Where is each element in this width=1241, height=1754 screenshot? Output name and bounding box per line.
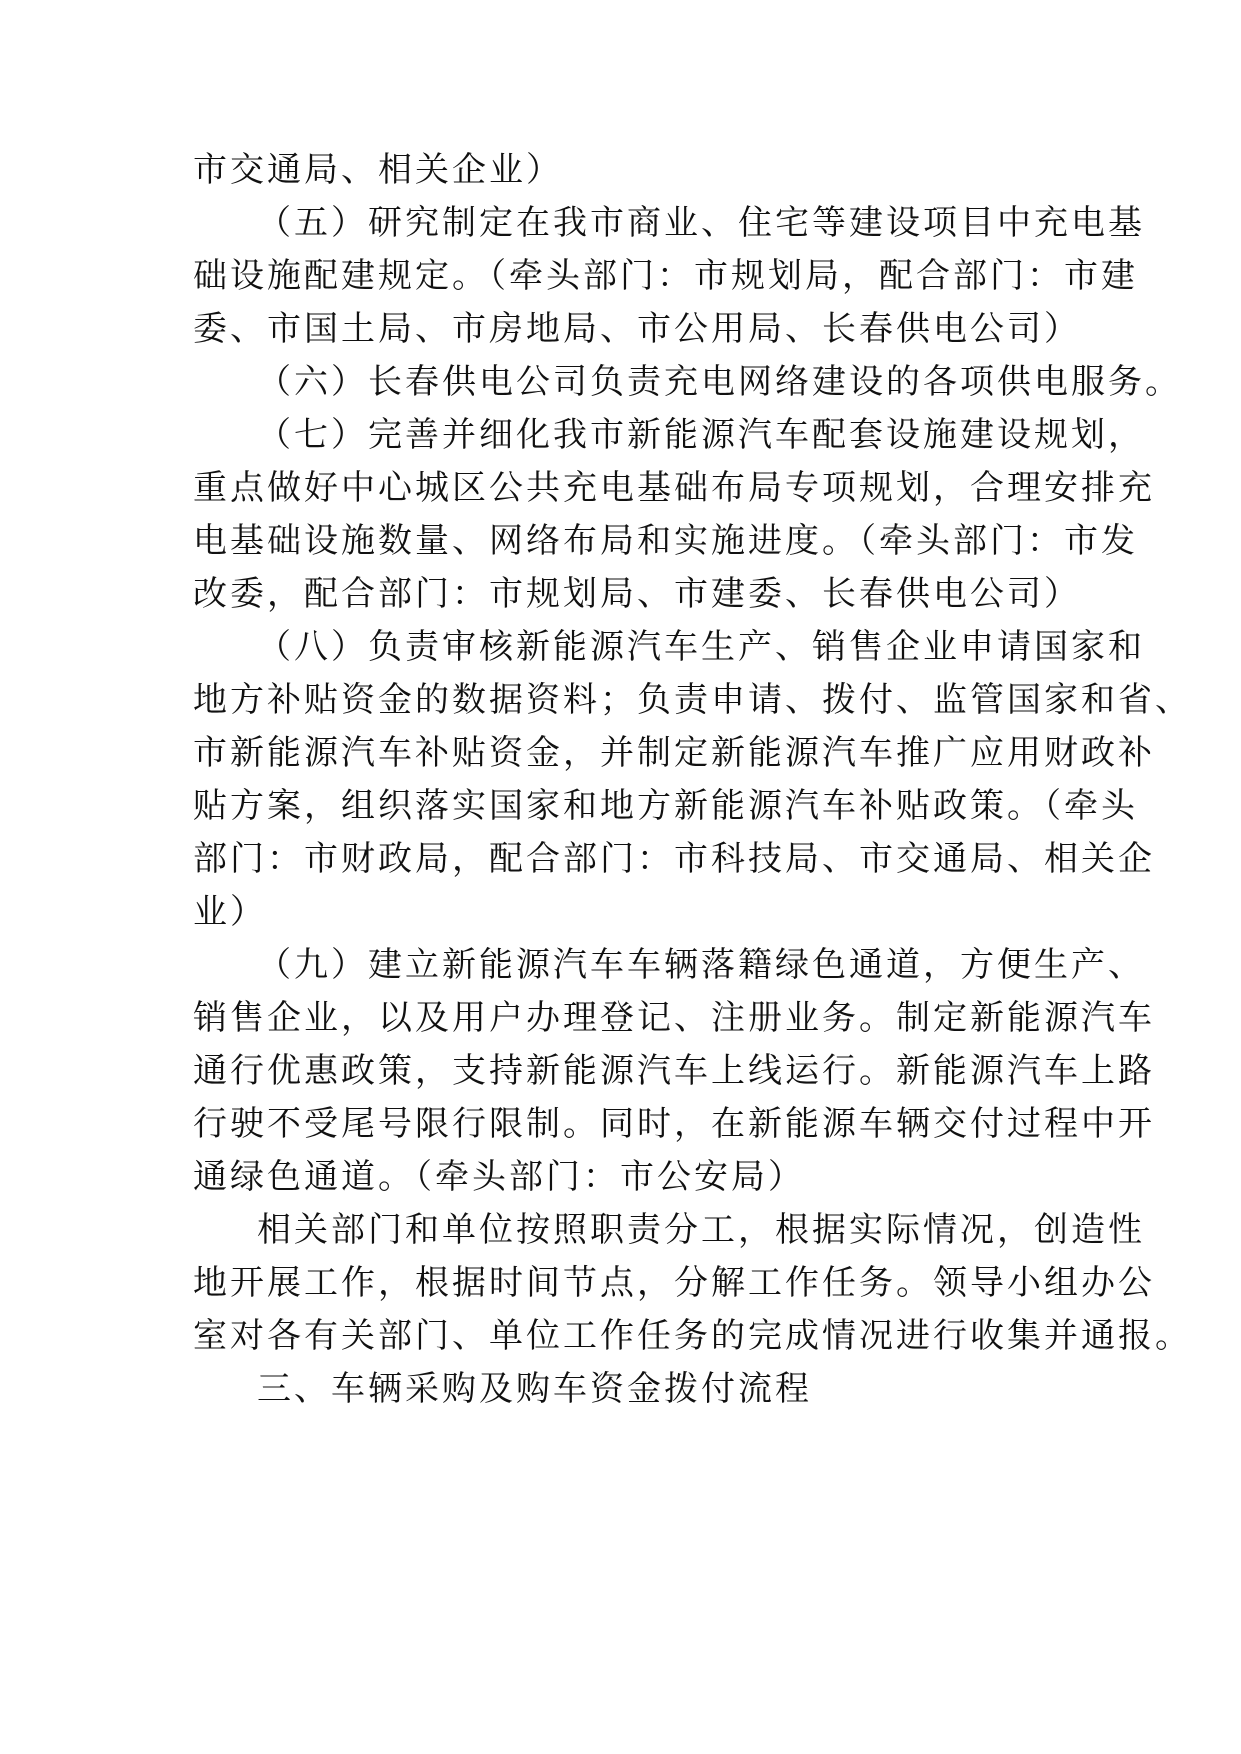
text-line-6: （七）完善并细化我市新能源汽车配套设施建设规划， bbox=[257, 415, 1145, 455]
text-line-21: 相关部门和单位按照职责分工，根据实际情况，创造性 bbox=[257, 1210, 1145, 1250]
text-line-14: 部门：市财政局，配合部门：市科技局、市交通局、相关企 bbox=[193, 839, 1155, 879]
section-heading: 三、车辆采购及购车资金拨付流程 bbox=[257, 1369, 812, 1409]
text-line-12: 市新能源汽车补贴资金，并制定新能源汽车推广应用财政补 bbox=[193, 733, 1155, 773]
text-line-22: 地开展工作，根据时间节点，分解工作任务。领导小组办公 bbox=[193, 1263, 1155, 1303]
text-line-19: 行驶不受尾号限行限制。同时，在新能源车辆交付过程中开 bbox=[193, 1104, 1155, 1144]
text-line-2: （五）研究制定在我市商业、住宅等建设项目中充电基 bbox=[257, 203, 1145, 243]
text-line-16: （九）建立新能源汽车车辆落籍绿色通道，方便生产、 bbox=[257, 945, 1145, 985]
text-line-1: 市交通局、相关企业） bbox=[193, 150, 563, 190]
text-line-7: 重点做好中心城区公共充电基础布局专项规划，合理安排充 bbox=[193, 468, 1155, 508]
text-line-4: 委、市国土局、市房地局、市公用局、长春供电公司） bbox=[193, 309, 1081, 349]
text-line-13: 贴方案，组织落实国家和地方新能源汽车补贴政策。（牵头 bbox=[193, 786, 1138, 826]
text-line-3: 础设施配建规定。（牵头部门：市规划局，配合部门：市建 bbox=[193, 256, 1138, 296]
text-line-17: 销售企业，以及用户办理登记、注册业务。制定新能源汽车 bbox=[193, 998, 1155, 1038]
text-line-23: 室对各有关部门、单位工作任务的完成情况进行收集并通报。 bbox=[193, 1316, 1192, 1356]
text-line-5: （六）长春供电公司负责充电网络建设的各项供电服务。 bbox=[257, 362, 1182, 402]
text-line-15: 业） bbox=[193, 892, 267, 932]
text-line-11: 地方补贴资金的数据资料；负责申请、拨付、监管国家和省、 bbox=[193, 680, 1192, 720]
text-line-9: 改委，配合部门：市规划局、市建委、长春供电公司） bbox=[193, 574, 1081, 614]
text-line-10: （八）负责审核新能源汽车生产、销售企业申请国家和 bbox=[257, 627, 1145, 667]
text-line-20: 通绿色通道。（牵头部门：市公安局） bbox=[193, 1157, 805, 1197]
text-line-8: 电基础设施数量、网络布局和实施进度。（牵头部门：市发 bbox=[193, 521, 1138, 561]
text-line-18: 通行优惠政策，支持新能源汽车上线运行。新能源汽车上路 bbox=[193, 1051, 1155, 1091]
